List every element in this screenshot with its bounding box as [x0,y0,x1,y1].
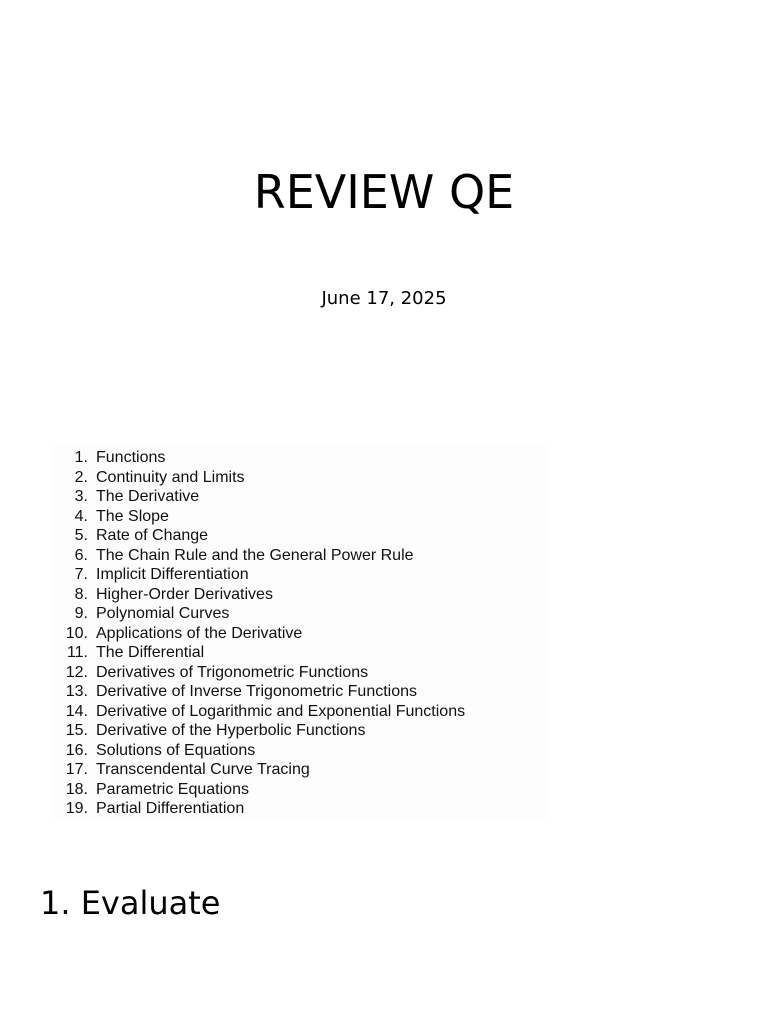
topic-number: 5. [74,527,88,544]
topic-label: Polynomial Curves [96,605,230,622]
topic-number: 7. [74,566,88,583]
topic-number: 11. [66,644,88,661]
topic-list-image [52,446,548,820]
topic-item [52,604,548,624]
document-date: June 17, 2025 [321,288,447,309]
topic-label: Rate of Change [96,527,209,544]
topic-label: Transcendental Curve Tracing [96,761,310,778]
topic-label: The Derivative [96,488,200,505]
topic-item [52,526,548,546]
topic-item [52,624,548,644]
topic-label: Derivatives of Trigonometric Functions [96,663,369,681]
topic-item [52,799,548,819]
topic-item [52,565,548,585]
topic-item [52,780,548,800]
topic-item [52,546,548,566]
topic-item [52,702,548,722]
topic-number: 6. [74,546,88,564]
topic-number: 1. [74,449,88,466]
topic-number: 12. [65,663,88,681]
topic-number: 2. [74,468,88,486]
topic-item [52,487,548,507]
topic-label: The Chain Rule and the General Power Rule [96,546,414,564]
topic-number: 15. [65,722,88,739]
topic-number: 17. [65,761,88,778]
topic-item [52,468,548,488]
topic-item [52,741,548,761]
topic-label: Derivative of the Hyperbolic Functions [96,722,366,739]
topic-number: 18. [65,780,88,798]
topic-label: Derivative of Logarithmic and Exponential Functions [96,702,466,720]
topic-item [52,682,548,702]
topic-label: Derivative of Inverse Trigonometric Functions [96,683,418,700]
topic-label: The Differential [96,644,205,661]
topic-label: Parametric Equations [96,780,249,798]
topic-number: 16. [65,741,88,759]
topic-label: The Slope [96,507,169,525]
topic-label: Applications of the Derivative [96,624,303,642]
document-title: REVIEW QE [253,165,515,219]
topic-number: 19. [65,800,88,817]
topic-number: 4. [74,507,88,525]
topic-list [52,448,548,819]
topic-label: Solutions of Equations [96,741,256,759]
topic-number: 9. [74,605,88,622]
topic-number: 8. [74,585,88,603]
topic-item [52,507,548,527]
topic-item [52,760,548,780]
topic-label: Partial Differentiation [96,800,245,817]
topic-label: Implicit Differentiation [96,566,249,583]
topic-item [52,663,548,683]
topic-item [52,721,548,741]
topic-label: Functions [96,449,166,466]
topic-number: 14. [65,702,88,720]
topic-number: 13. [65,683,88,700]
topic-item [52,585,548,605]
topic-item [52,643,548,663]
topic-label: Continuity and Limits [96,468,245,486]
topic-item [52,448,548,468]
section-heading: 1. Evaluate [40,884,221,922]
topic-number: 3. [74,488,88,505]
topic-label: Higher-Order Derivatives [96,585,273,603]
topic-number: 10. [65,624,88,642]
